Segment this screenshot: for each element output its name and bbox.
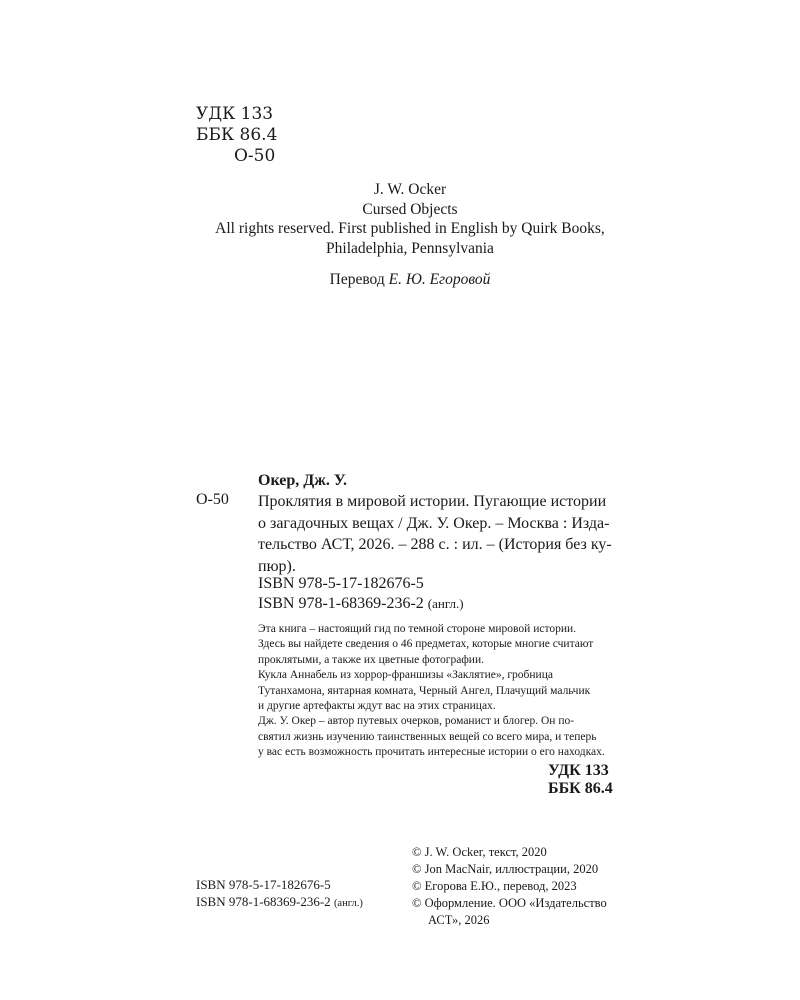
card-desc-line: тельство АСТ, 2026. – 288 с. : ил. – (История без ку- [258, 536, 612, 553]
classification-block [196, 104, 277, 167]
bottom-isbn-2-note: (англ.) [333, 898, 363, 909]
bottom-isbn-2-row [196, 893, 363, 912]
card-desc-line: о загадочных вещах / Дж. У. Окер. – Москва : Изда- [258, 514, 610, 532]
translation-credit [150, 270, 670, 290]
annotation-line: Дж. У. Окер – автор путевых очерков, романист и блогер. Он по- [258, 715, 575, 728]
card-isbn-2: ISBN 978-1-68369-236-2 [258, 595, 424, 612]
card-description [258, 491, 640, 577]
card-author: Окер, Дж. У. [258, 472, 348, 489]
translator-name: Е. Ю. Егоровой [388, 271, 491, 288]
copyright-block [412, 844, 642, 929]
card-isbn-2-note: (англ.) [427, 596, 464, 611]
annotation-line: проклятыми, а также их цветные фотографии. [258, 653, 484, 666]
card-isbn-block [258, 574, 464, 614]
card-isbn-2-row [258, 594, 464, 614]
annotation-line: святил жизнь изучению таинственных вещей со всего мира, и теперь [258, 730, 597, 743]
rights-line-1: All rights reserved. First published in English by Quirk Books, [215, 220, 605, 237]
card-isbn-1: ISBN 978-5-17-182676-5 [258, 575, 424, 592]
copyright-line: © Егорова Е.Ю., перевод, 2023 [412, 879, 577, 893]
rights-line-2: Philadelphia, Pennsylvania [326, 239, 494, 257]
bottom-isbn-block [196, 876, 363, 912]
original-author: J. W. Ocker [373, 181, 447, 198]
annotation [258, 622, 632, 761]
card-bbk: ББК 86.4 [548, 780, 613, 797]
original-title: Cursed Objects [362, 200, 458, 218]
card-classification [548, 762, 613, 798]
annotation-line: у вас есть возможность прочитать интересные истории о его находках. [258, 746, 605, 759]
udk-code: УДК 133 [196, 104, 274, 124]
original-edition-block [150, 180, 670, 258]
annotation-line: и другие артефакты ждут вас на этих страницах. [258, 700, 496, 713]
card-desc-line: Проклятия в мировой истории. Пугающие истории [258, 493, 607, 510]
copyright-line: © Оформление. ООО «Издательство АСТ», 2026 [412, 896, 607, 927]
annotation-line: Тутанхамона, янтарная комната, Черный Ангел, Плачущий мальчик [258, 684, 591, 697]
card-udk: УДК 133 [548, 762, 609, 779]
annotation-line: Эта книга – настоящий гид по темной стороне мировой истории. [258, 623, 577, 635]
card-sign: О-50 [196, 491, 229, 508]
annotation-line: Кукла Аннабель из хоррор-франшизы «Заклятие», гробница [258, 669, 553, 682]
translation-prefix: Перевод [329, 271, 385, 288]
author-sign: О-50 [234, 146, 276, 166]
bottom-isbn-2: ISBN 978-1-68369-236-2 [196, 894, 331, 909]
card-desc-line: пюр). [258, 557, 296, 575]
bottom-isbn-1: ISBN 978-5-17-182676-5 [196, 877, 331, 892]
annotation-line: Здесь вы найдете сведения о 46 предметах, которые многие считают [258, 638, 594, 651]
copyright-line: © J. W. Ocker, текст, 2020 [412, 845, 547, 859]
bbk-code: ББК 86.4 [196, 125, 278, 145]
copyright-line: © Jon MacNair, иллюстрации, 2020 [412, 862, 599, 876]
